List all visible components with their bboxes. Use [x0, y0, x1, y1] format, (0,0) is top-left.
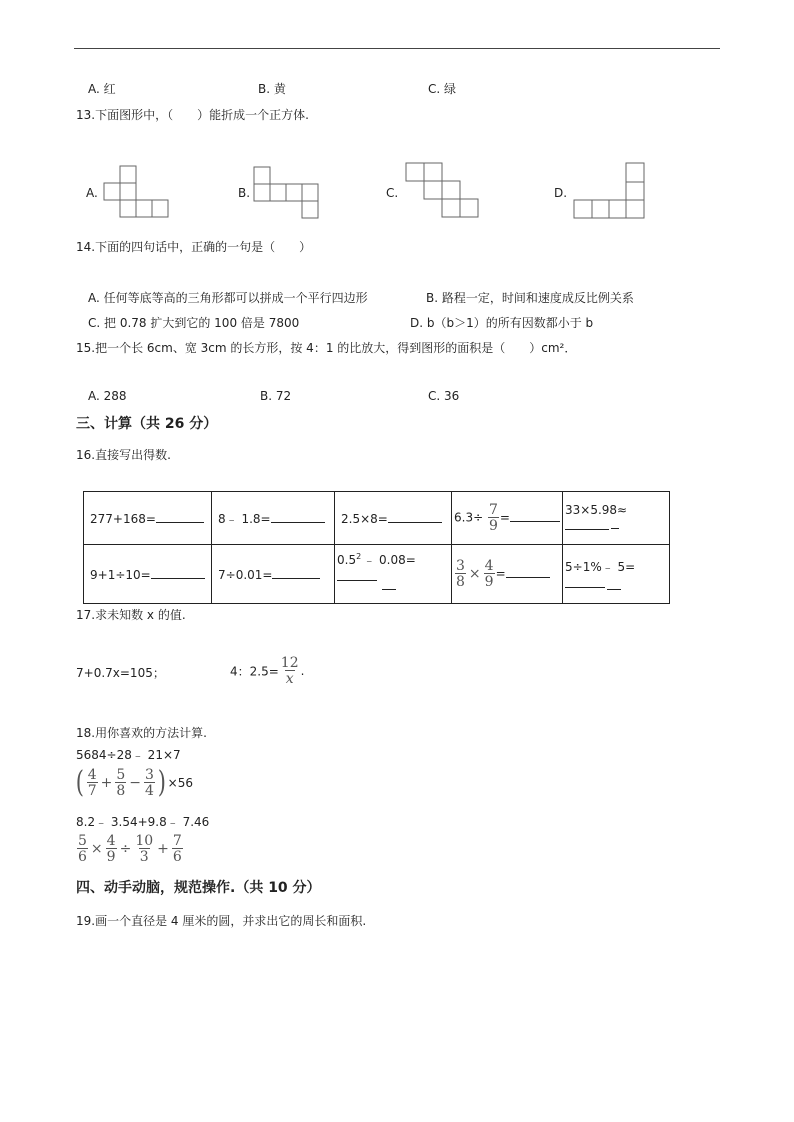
q15-option-a[interactable]: A. 288	[88, 389, 127, 403]
q14-stem: 14.下面的四句话中，正确的一句是（ ）	[76, 240, 312, 254]
q19-stem: 19.画一个直径是 4 厘米的圆，并求出它的周长和面积.	[76, 914, 367, 928]
fraction-12-x: $\frac{12}{x}$	[280, 655, 299, 687]
q18-expression-2: ( $\frac{4}{7}$ + $\frac{5}{8}$ − $\frac{3}{4}$ ) ×56	[75, 765, 193, 800]
q12-option-b[interactable]: B. 黄	[258, 82, 286, 96]
calc-cell[interactable]: 277+168=	[84, 492, 212, 545]
calc-cell[interactable]: 7÷0.01=	[212, 545, 335, 604]
q13-label-c[interactable]: C.	[386, 186, 399, 200]
calc-cell[interactable]: $\frac{3}{8}$ × $\frac{4}{9}$ =	[452, 545, 563, 604]
q18-expression-1: 5684÷28﹣ 21×7	[76, 748, 181, 762]
calc-cell[interactable]: 8﹣ 1.8=	[212, 492, 335, 545]
q16-calc-table	[83, 491, 670, 604]
q13-net-a	[104, 165, 168, 221]
q14-option-c[interactable]: C. 把 0.78 扩大到它的 100 倍是 7800	[88, 316, 300, 330]
section-4-heading: 四、动手动脑，规范操作.（共 10 分）	[76, 880, 321, 896]
q13-label-a[interactable]: A.	[86, 186, 98, 200]
q15-stem: 15.把一个长 6cm、宽 3cm 的长方形，按 4：1 的比放大，得到图形的面积是（ ）cm²．	[76, 341, 577, 355]
q15-option-c[interactable]: C. 36	[428, 389, 460, 403]
q17-stem: 17.求未知数 x 的值.	[76, 608, 186, 622]
q12-option-a[interactable]: A. 红	[88, 82, 116, 96]
q13-net-b	[254, 166, 318, 222]
fraction-3-8: $\frac{3}{8}$	[456, 558, 465, 590]
q14-option-a[interactable]: A. 任何等底等高的三角形都可以拼成一个平行四边形	[88, 291, 368, 305]
q18-expression-3: 8.2﹣ 3.54+9.8﹣ 7.46	[76, 815, 210, 829]
q13-net-d	[573, 162, 645, 220]
q13-label-d[interactable]: D.	[554, 186, 568, 200]
q15-option-b[interactable]: B. 72	[260, 389, 292, 403]
calc-cell[interactable]: 6.3÷ $\frac{7}{9}$ =	[452, 492, 563, 545]
q17-equation-2: 4：2.5= $\frac{12}{x}$ .	[230, 655, 305, 687]
q13-net-c	[405, 162, 477, 222]
q14-option-d[interactable]: D. b（b＞1）的所有因数都小于 b	[410, 316, 594, 330]
q18-stem: 18.用你喜欢的方法计算.	[76, 726, 207, 740]
q14-option-b[interactable]: B. 路程一定，时间和速度成反比例关系	[426, 291, 634, 305]
q17-equation-1: 7+0.7x=105；	[76, 666, 165, 680]
q13-label-b[interactable]: B.	[238, 186, 251, 200]
calc-cell[interactable]: 33×5.98≈	[563, 492, 670, 545]
calc-cell[interactable]: 2.5×8=	[335, 492, 452, 545]
fraction-4-9: $\frac{4}{9}$	[484, 558, 494, 590]
header-rule	[74, 48, 720, 49]
q12-option-c[interactable]: C. 绿	[428, 82, 457, 96]
q13-stem: 13.下面图形中，（ ）能折成一个正方体.	[76, 108, 309, 122]
q18-expression-4: $\frac{5}{6}$ × $\frac{4}{9}$ ÷ $\frac{10}{3}$ + $\frac{7}{6}$	[78, 833, 182, 865]
fraction-7-9: $\frac{7}{9}$	[488, 502, 498, 534]
calc-cell[interactable]: $0.5^2$ ﹣ 0.08=	[335, 545, 452, 604]
calc-cell[interactable]: 9+1÷10=	[84, 545, 212, 604]
section-3-heading: 三、计算（共 26 分）	[76, 416, 218, 432]
calc-cell[interactable]: 5÷1%﹣ 5=	[563, 545, 670, 604]
q16-stem: 16.直接写出得数.	[76, 448, 171, 462]
